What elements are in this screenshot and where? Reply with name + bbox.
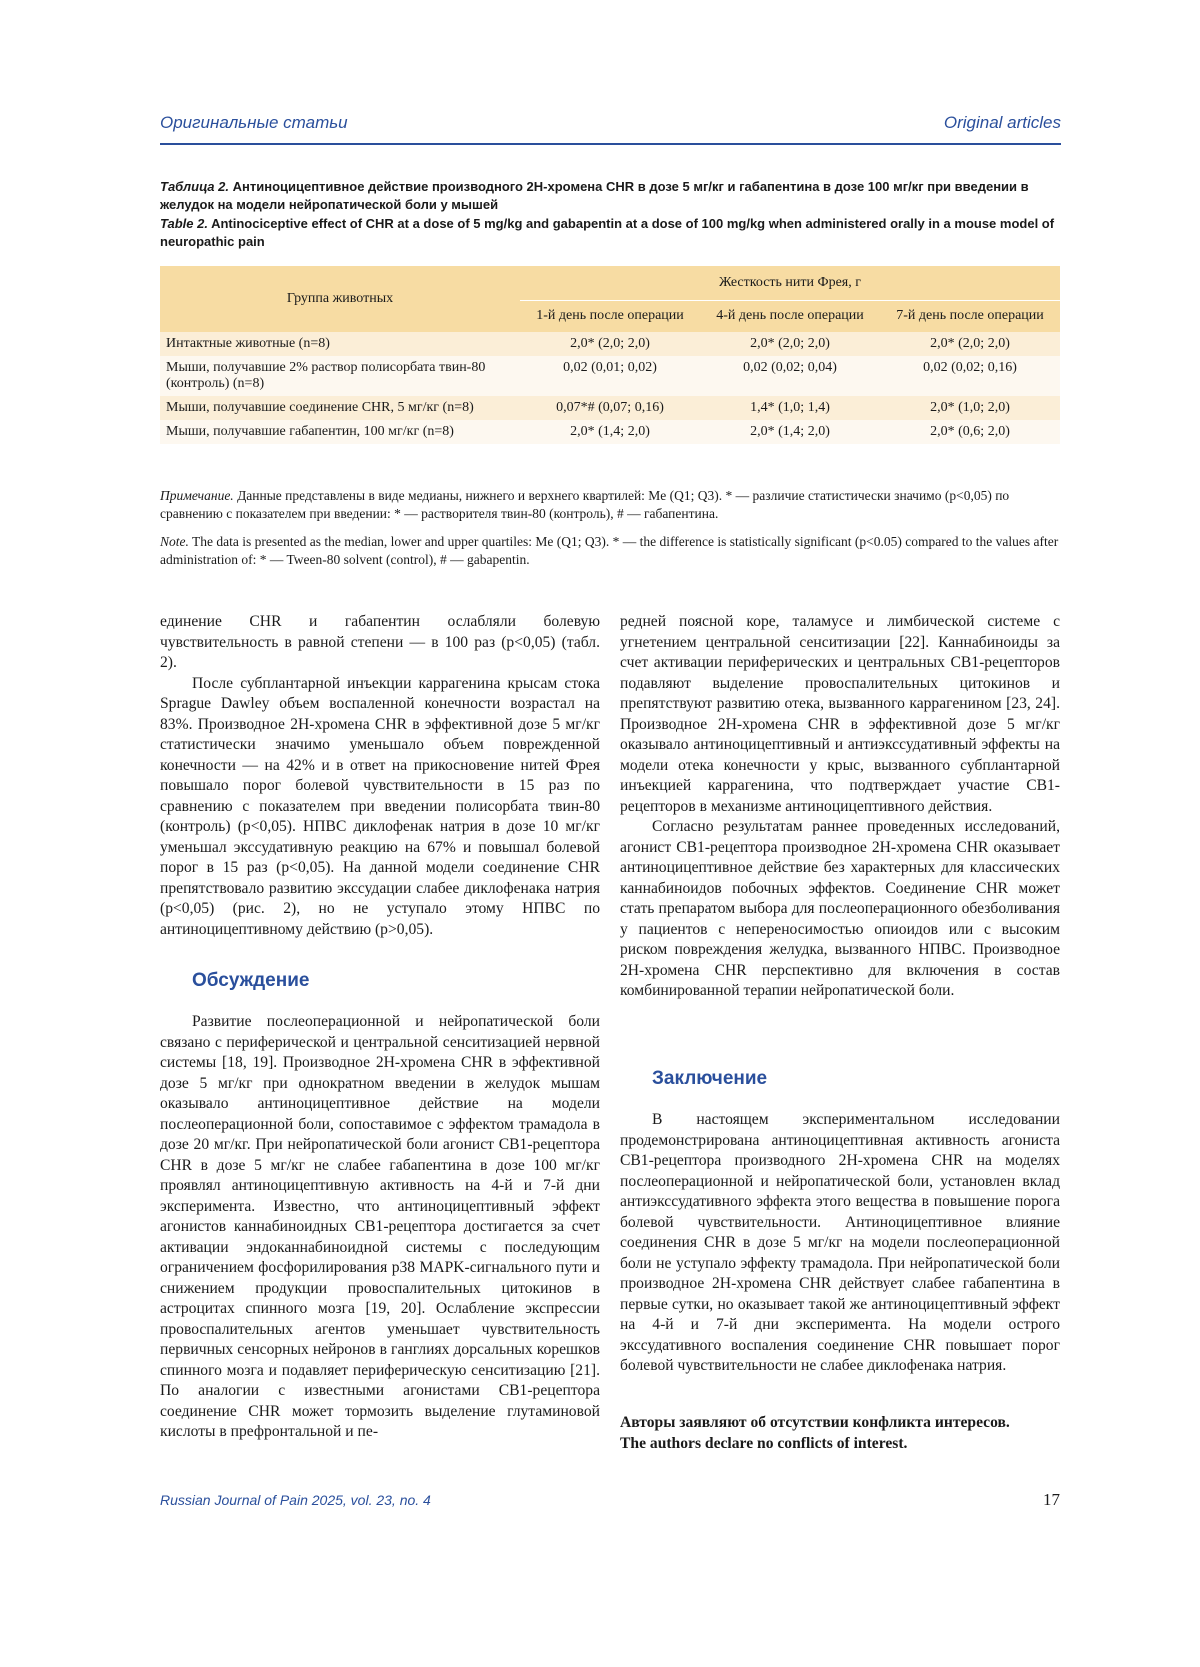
page-number: 17 [1043, 1490, 1060, 1509]
day1-cell: 0,07*# (0,07; 0,16) [520, 396, 700, 420]
caption-ru-text: Антиноцицептивное действие производного 2H-хромена CHR в дозе 5 мг/кг и габапентина в дозе 100 мг/кг при введении в желудок на модели нейропатической боли у мышей [160, 179, 1029, 212]
group-cell: Мыши, получавшие габапентин, 100 мг/кг (n=8) [160, 420, 520, 444]
table-row [160, 396, 1060, 420]
conflict-ru: Авторы заявляют об отсутствии конфликта интересов. [620, 1414, 1010, 1431]
section-heading-discussion: Обсуждение [192, 970, 310, 991]
table-caption-ru [160, 178, 1060, 214]
note-ru-label: Примечание. [160, 488, 234, 503]
note-en-label: Note. [160, 534, 189, 549]
journal-name: Russian Journal of Pain 2025, vol. 23, no. 4 [160, 1492, 431, 1508]
day1-cell: 2,0* (2,0; 2,0) [520, 332, 700, 356]
conflict-statement [620, 1413, 1060, 1454]
conflict-en: The authors declare no conflicts of interest. [620, 1434, 908, 1452]
caption-ru-label: Таблица 2. [160, 179, 229, 194]
paragraph: В настоящем экспериментальном исследовании продемонстрирована антиноцицептивная активность агониста CB1-рецептора производного 2H-хромена CHR на моделях послеоперационной и нейропатической боли, установлен вклад антиэкссудативного эффекта этого вещества в повышение порога болевой чувствительности. Антиноцицептивное влияние соединения CHR в дозе 5 мг/кг на модели послеоперационной боли не уступало эффекту трамадола. При нейропатической боли производное 2H-хромена CHR действует слабее габапентина в первые сутки, но оказывает такой же антиноцицептивный эффект на 4-й и 7-й дни эксперимента. На модели острого экссудативного воспаления соединение CHR повышает порог болевой чувствительности не слабее диклофенака натрия. [620, 1111, 1060, 1374]
day1-cell: 0,02 (0,01; 0,02) [520, 356, 700, 396]
caption-en-text: Antinociceptive effect of CHR at a dose of 5 mg/kg and gabapentin at a dose of 100 mg/kg when administered orally in a mouse model of neuropathic pain [160, 216, 1055, 249]
table-row [160, 420, 1060, 444]
note-en-text: The data is presented as the median, lower and upper quartiles: Me (Q1; Q3). * — the difference is statistically significant (p<0.05) compared to the values after administration of: * — Tween-80 solvent (control), # — gabapentin. [160, 534, 1059, 567]
header-left: Оригинальные статьи [160, 113, 348, 132]
results-table [160, 266, 1060, 444]
day4-cell: 1,4* (1,0; 1,4) [700, 396, 880, 420]
paragraph: редней поясной коре, таламусе и лимбической системе с угнетением центральной сенситизации [22]. Каннабиноиды за счет активации периферических и центральных CB1-рецепторов подавляют выделение провоспалительных цитокинов и препятствуют развитию отека, вызванного каррагенином [23, 24]. Производное 2H-хромена CHR в эффективной дозе 5 мг/кг оказывало антиноцицептивный и антиэкссудативный эффекты на модели отека конечности у крыс, вызванного субплантарной инъекцией каррагенина, что подтверждает участие CB1-рецепторов в механизме антиноцицептивного действия. [620, 613, 1060, 815]
group-header: Группа животных [160, 266, 520, 332]
day4-cell: 2,0* (2,0; 2,0) [700, 332, 880, 356]
left-column-continued [160, 1012, 600, 1443]
header-right: Original articles [943, 113, 1061, 132]
table-caption-en [160, 215, 1060, 251]
day4-header: 4-й день после операции [700, 300, 880, 332]
day7-cell: 2,0* (0,6; 2,0) [880, 420, 1060, 444]
right-column [620, 612, 1060, 1002]
group-cell: Мыши, получавшие соединение CHR, 5 мг/кг (n=8) [160, 396, 520, 420]
paragraph: единение CHR и габапентин ослабляли болевую чувствительность в равной степени — в 100 раз (p<0,05) (табл. 2). [160, 613, 600, 671]
day7-cell: 0,02 (0,02; 0,16) [880, 356, 1060, 396]
table-note-ru [160, 487, 1060, 523]
stiffness-header: Жесткость нити Фрея, г [520, 266, 1060, 300]
right-column-continued [620, 1110, 1060, 1377]
paragraph: Согласно результатам раннее проведенных исследований, агонист CB1-рецептора производное 2H-хромена CHR оказывает антиноцицептивное действие без характерных для классических каннабиноидов побочных эффектов. Соединение CHR может стать препаратом выбора для послеоперационного обезболивания у пациентов с непереносимостью опиоидов или с высоким риском повреждения желудка, вызванного НПВС. Производное 2H-хромена CHR перспективно для включения в состав комбинированной терапии нейропатической боли. [620, 818, 1060, 999]
note-ru-text: Данные представлены в виде медианы, нижнего и верхнего квартилей: Me (Q1; Q3). * — различие статистически значимо (p<0,05) по сравнению с показателем при введении: * — растворителя твин-80 (контроль), # — габапентина. [160, 488, 1010, 521]
group-cell: Мыши, получавшие 2% раствор полисорбата твин-80 (контроль) (n=8) [160, 356, 520, 396]
day7-header: 7-й день после операции [880, 300, 1060, 332]
day1-cell: 2,0* (1,4; 2,0) [520, 420, 700, 444]
paragraph: После субплантарной инъекции каррагенина крысам стока Sprague Dawley объем воспаленной конечности возрастал на 83%. Производное 2H-хромена CHR в эффективной дозе 5 мг/кг статистически значимо уменьшало объем поврежденной конечности — на 42% и в ответ на прикосновение нитей Фрея повышало порог болевой чувствительности в 15 раз по сравнению с показателем при введении полисорбата твин-80 (контроль) (p<0,05). НПВС диклофенак натрия в дозе 10 мг/кг уменьшал экссудативную реакцию на 67% и повышал болевой порог в 15 раз (p<0,05). На данной модели соединение CHR препятствовало развитию экссудации слабее диклофенака натрия (p<0,05) (рис. 2), но не уступало этому НПВС по антиноцицептивному действию (p>0,05). [160, 674, 600, 938]
section-heading-conclusion: Заключение [652, 1068, 768, 1089]
left-column [160, 612, 600, 940]
day1-header: 1-й день после операции [520, 300, 700, 332]
page-footer [160, 1492, 1060, 1510]
table-note-en [160, 533, 1060, 569]
group-cell: Интактные животные (n=8) [160, 332, 520, 356]
day7-cell: 2,0* (2,0; 2,0) [880, 332, 1060, 356]
paragraph: Развитие послеоперационной и нейропатической боли связано с периферической и центральной сенситизацией нервной системы [18, 19]. Производное 2H-хромена CHR в эффективной дозе 5 мг/кг при однократном введении в желудок мышам оказывало антиноцицептивное действие на модели послеоперационной боли, сопоставимое с эффектом трамадола в дозе 20 мг/кг. При нейропатической боли агонист CB1-рецептора CHR в дозе 5 мг/кг не слабее габапентина в дозе 100 мг/кг проявлял антиноцицептивную активность на 4-й и 7-й дни эксперимента. Известно, что антиноцицептивный эффект агонистов каннабиноидных CB1-рецептора достигается за счет активации эндоканнабиноидной системы с последующим ограничением фосфорилирования p38 MAPK-сигнального пути и снижением продукции провоспалительных цитокинов в астроцитах спинного мозга [19, 20]. Ослабление экспрессии провоспалительных агентов уменьшает чувствительность первичных сенсорных нейронов в ганглиях дорсальных корешков спинного мозга и подавляет периферическую сенситизацию [21]. По аналогии с известными агонистами CB1-рецептора соединение CHR может тормозить выделение глутаминовой кислоты в префронтальной и пе- [160, 1013, 600, 1440]
day4-cell: 2,0* (1,4; 2,0) [700, 420, 880, 444]
table-row [160, 356, 1060, 396]
caption-en-label: Table 2. [160, 216, 208, 231]
day4-cell: 0,02 (0,02; 0,04) [700, 356, 880, 396]
day7-cell: 2,0* (1,0; 2,0) [880, 396, 1060, 420]
running-header [160, 113, 1061, 145]
table-row [160, 332, 1060, 356]
